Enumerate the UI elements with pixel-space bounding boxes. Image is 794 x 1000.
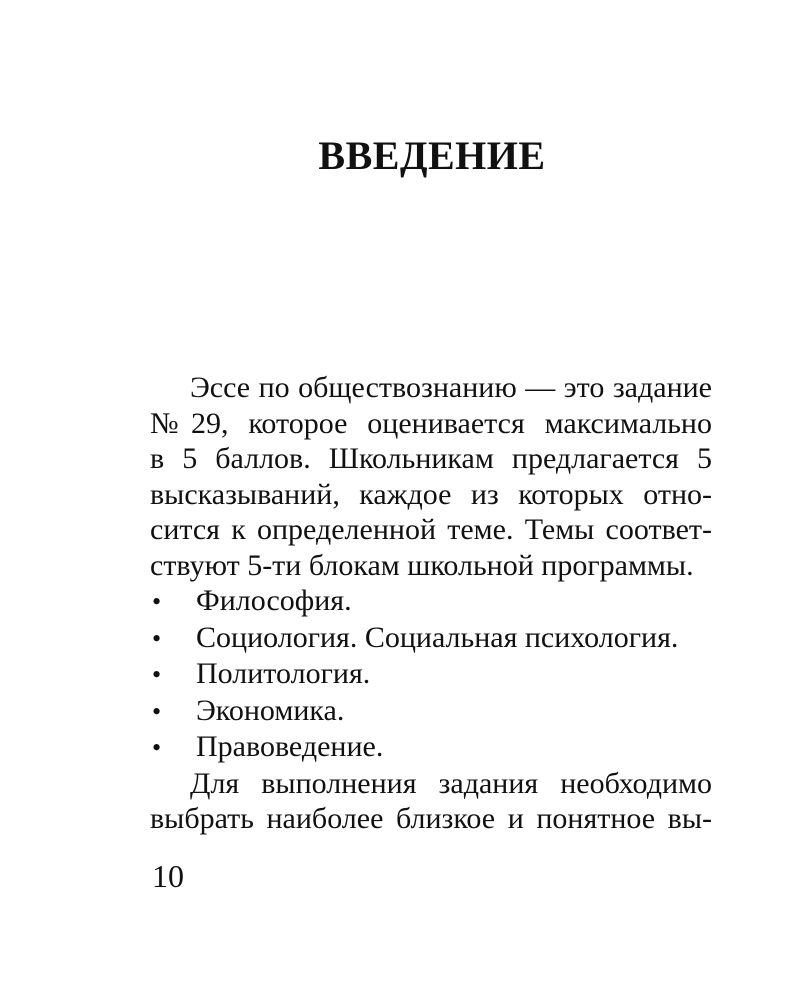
list-item-text: Правоведение. bbox=[196, 730, 384, 763]
topic-list bbox=[150, 583, 712, 766]
list-item-text: Экономика. bbox=[196, 693, 345, 727]
page-number: 10 bbox=[152, 858, 184, 894]
list-item bbox=[150, 583, 712, 620]
list-item bbox=[150, 656, 712, 693]
paragraph-line: Для выполнения задания необходимо bbox=[190, 766, 712, 800]
list-item bbox=[150, 620, 712, 657]
bullet-icon: • bbox=[152, 696, 162, 726]
paragraph-line: в 5 баллов. Школьникам предлагается 5 bbox=[150, 442, 712, 475]
paragraph-line: выбрать наиболее близкое и понятное вы- bbox=[150, 802, 712, 835]
paragraph-line: сится к определенной теме. Темы соответ- bbox=[150, 513, 712, 546]
list-item-text: Политология. bbox=[196, 657, 371, 690]
list-item bbox=[150, 729, 712, 766]
paragraph-line: ствуют 5-ти блокам школьной программы. bbox=[150, 548, 694, 582]
paragraph-line: №29, которое оценивается максимально bbox=[150, 406, 712, 440]
bullet-icon: • bbox=[152, 587, 162, 616]
bullet-icon: • bbox=[152, 623, 162, 653]
paragraph-line: высказываний, каждое из которых отно- bbox=[150, 477, 712, 511]
paragraph-line: Эссе по обществознанию — это задание bbox=[190, 371, 712, 404]
list-item-text: Философия. bbox=[196, 584, 352, 617]
bullet-icon: • bbox=[152, 660, 162, 689]
body-text bbox=[150, 370, 712, 837]
list-item-text: Социология. Социальная психология. bbox=[196, 620, 679, 654]
bullet-icon: • bbox=[152, 733, 162, 762]
page-title: ВВЕДЕНИЕ bbox=[318, 133, 546, 178]
list-item bbox=[150, 693, 712, 730]
